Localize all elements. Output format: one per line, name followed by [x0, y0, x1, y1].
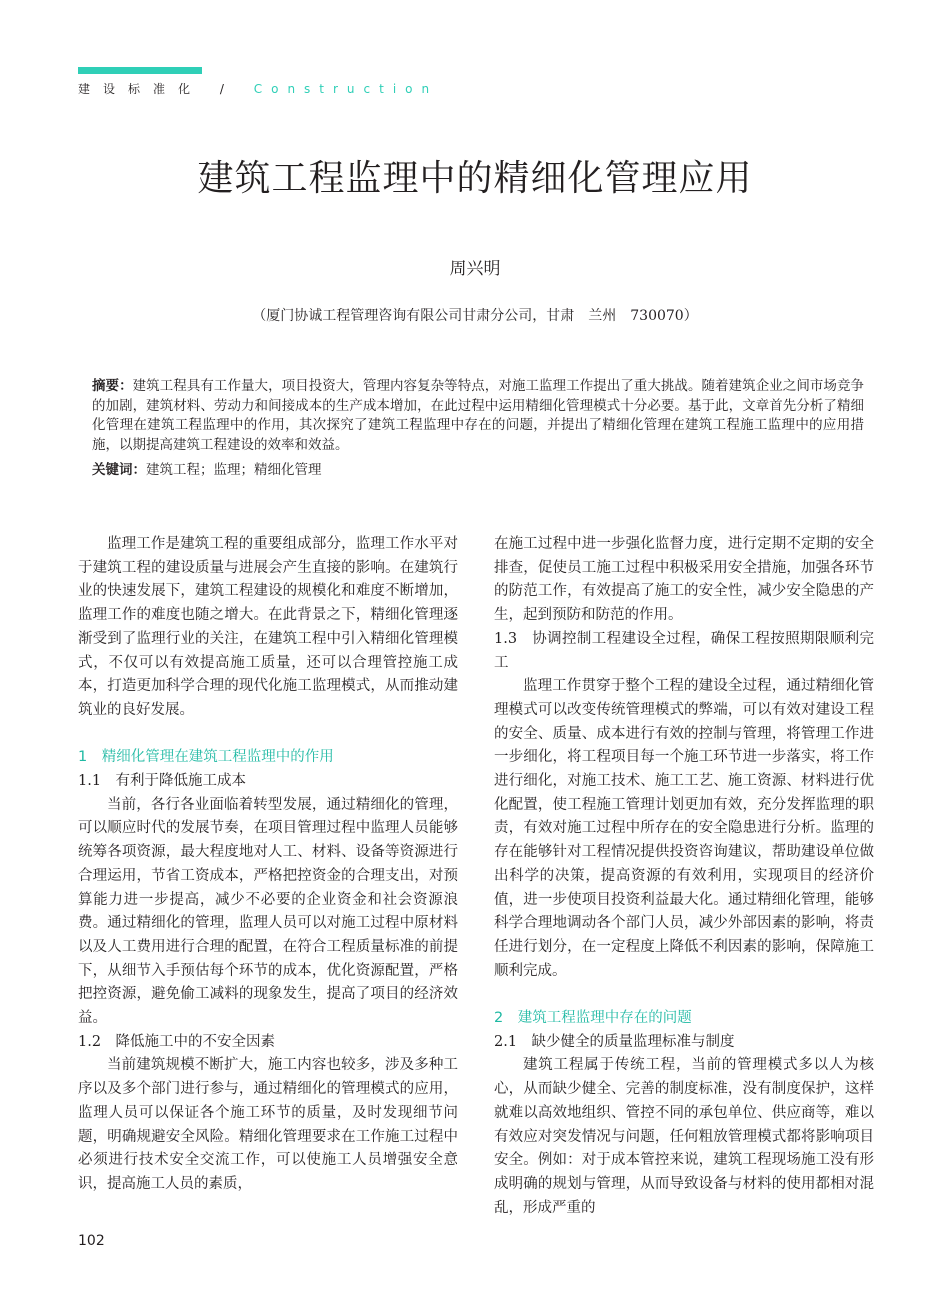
subsection-1-2-paragraph: 当前建筑规模不断扩大，施工内容也较多，涉及多种工序以及多个部门进行参与，通过精细化的管理模式的应用，监理人员可以保证各个施工环节的质量，及时发现细节问题，明确规避安全风险。精细化管理要求在工作施工过程中必须进行技术安全交流工作，可以使施工人员增强安全意识，提高施工人员的素质， — [78, 1057, 458, 1192]
author-affiliation: （厦门协诚工程管理咨询有限公司甘肃分公司，甘肃 兰州 730070） — [252, 308, 698, 324]
keywords — [92, 461, 864, 481]
header-section-en: Construction — [253, 82, 439, 96]
header-accent-bar — [78, 67, 202, 74]
subsection-2-1-paragraph: 建筑工程属于传统工程，当前的管理模式多以人为核心，从而缺少健全、完善的制度标准，没有制度保护，这样就难以高效地组织、管控不同的承包单位、供应商等，难以有效应对突发情况与问题，任何粗放管理模式都将影响项目安全。例如：对于成本管控来说，建筑工程现场施工没有形成明确的规划与管理，从而导致设备与材料的使用都相对混乱，形成严重的 — [494, 1057, 874, 1216]
subsection-1-1-heading: 1.1 有利于降低施工成本 — [78, 773, 247, 790]
article-title: 建筑工程监理中的精细化管理应用 — [197, 158, 753, 199]
running-header — [78, 80, 438, 97]
author-name: 周兴明 — [449, 259, 501, 279]
header-section-cn: 建设标准化 — [78, 82, 204, 96]
keywords-text: 建筑工程；监理；精细化管理 — [146, 462, 322, 478]
abstract-label: 摘要： — [92, 378, 133, 394]
header-separator: / — [219, 82, 237, 96]
subsection-1-3-paragraph: 监理工作贯穿于整个工程的建设全过程，通过精细化管理模式可以改变传统管理模式的弊端，可以有效对建设工程的安全、质量、成本进行有效的控制与管理，将管理工作进一步细化，将工程项目每一个施工环节进一步落实，将工作进行细化，对施工技术、施工工艺、施工资源、材料进行优化配置，使工程施工管理计划更加有效，充分发挥监理的职责，有效对施工过程中所存在的安全隐患进行分析。监理的存在能够针对工程情况提供投资咨询建议，帮助建设单位做出科学的决策，提高资源的有效利用，实现项目的经济价值，进一步使项目投资利益最大化。通过精细化管理，能够科学合理地调动各个部门人员，减少外部因素的影响，将责任进行划分，在一定程度上降低不利因素的影响，保障施工顺利完成。 — [494, 678, 874, 979]
right-column — [494, 533, 874, 1220]
subsection-2-1-heading: 2.1 缺少健全的质量监理标准与制度 — [494, 1033, 735, 1050]
section-1-heading: 1 精细化管理在建筑工程监理中的作用 — [78, 749, 334, 766]
page-number: 102 — [78, 1233, 105, 1249]
abstract-text: 建筑工程具有工作量大，项目投资大，管理内容复杂等特点，对施工监理工作提出了重大挑战。随着建筑企业之间市场竞争的加剧，建筑材料、劳动力和间接成本的生产成本增加，在此过程中运用精细化管理模式十分必要。基于此，文章首先分析了精细化管理在建筑工程监理中的作用，其次探究了建筑工程监理中存在的问题，并提出了精细化管理在建筑工程施工监理中的应用措施，以期提高建筑工程建设的效率和效益。 — [92, 378, 865, 453]
intro-paragraph: 监理工作是建筑工程的重要组成部分，监理工作水平对于建筑工程的建设质量与进展会产生直接的影响。在建筑行业的快速发展下，建筑工程建设的规模化和难度不断增加，监理工作的难度也随之增大。在此背景之下，精细化管理逐渐受到了监理行业的关注，在建筑工程中引入精细化管理模式，不仅可以有效提高施工质量，还可以合理管控施工成本，打造更加科学合理的现代化施工监理模式，从而推动建筑业的良好发展。 — [78, 536, 458, 718]
subsection-1-2-heading: 1.2 降低施工中的不安全因素 — [78, 1033, 276, 1050]
continued-paragraph: 在施工过程中进一步强化监督力度，进行定期不定期的安全排查，促使员工施工过程中积极采用安全措施，加强各环节的防范工作，有效提高了施工的安全性，减少安全隐患的产生，起到预防和防范的作用。 — [494, 536, 874, 624]
subsection-1-1-paragraph: 当前，各行各业面临着转型发展，通过精细化的管理，可以顺应时代的发展节奏，在项目管理过程中监理人员能够统筹各项资源，最大程度地对人工、材料、设备等资源进行合理运用，节省工资成本，严格把控资金的合理支出，对预算能力进一步提高，减少不必要的企业资金和社会资源浪费。通过精细化的管理，监理人员可以对施工过程中原材料以及人工费用进行合理的配置，在符合工程质量标准的前提下，从细节入手预估每个环节的成本，优化资源配置，严格把控资源，避免偷工减料的现象发生，提高了项目的经济效益。 — [78, 796, 458, 1027]
section-gap — [78, 723, 458, 747]
section-2-heading: 2 建筑工程监理中存在的问题 — [494, 1010, 692, 1027]
abstract — [92, 377, 864, 455]
left-column — [78, 533, 458, 1197]
subsection-1-3-heading: 1.3 协调控制工程建设全过程，确保工程按照期限顺利完工 — [494, 630, 874, 671]
keywords-label: 关键词： — [92, 462, 146, 478]
section-gap — [494, 983, 874, 1007]
